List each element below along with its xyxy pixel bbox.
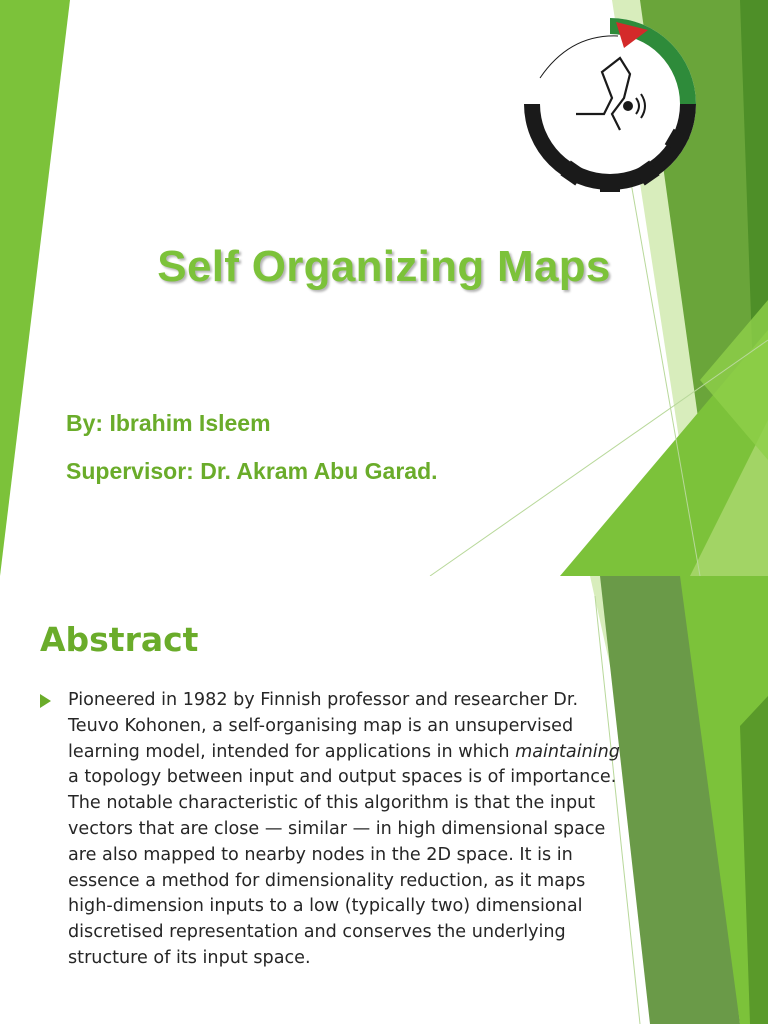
slide-title: Self Organizing Maps [157,242,611,291]
author-line: By: Ibrahim Isleem [66,410,271,436]
paragraph-text-2: a topology between input and output spaces is of importance. The notable characteristic of this algorithm is that the input vectors that are close — similar — in high dimensional space are also mapped to nearby nodes in the 2D space. It is in essence a method for dimensionality reduction, as it maps high-dimension inputs to a low (typically two) dimensional discretised representation and conserves the underlying structure of its input space. [68,767,617,968]
paragraph-text-1: Pioneered in 1982 by Finnish professor and researcher Dr. Teuvo Kohonen, a self-organising map is an unsupervised learning model, intended for applications in which [68,690,579,762]
bullet-arrow-icon [40,694,51,708]
by-label: By [66,410,96,436]
supervisor-line: Supervisor: Dr. Akram Abu Garad. [66,458,438,484]
supervisor-label: Supervisor [66,458,187,484]
college-logo [520,14,700,194]
signal-icon [623,101,633,111]
author-name: Ibrahim Isleem [109,410,271,436]
abstract-heading: Abstract [40,620,199,659]
paragraph-italic-word: maintaining [515,741,620,762]
abstract-paragraph [68,688,628,972]
abstract-slide [0,576,768,1024]
supervisor-name: Dr. Akram Abu Garad. [200,458,438,484]
